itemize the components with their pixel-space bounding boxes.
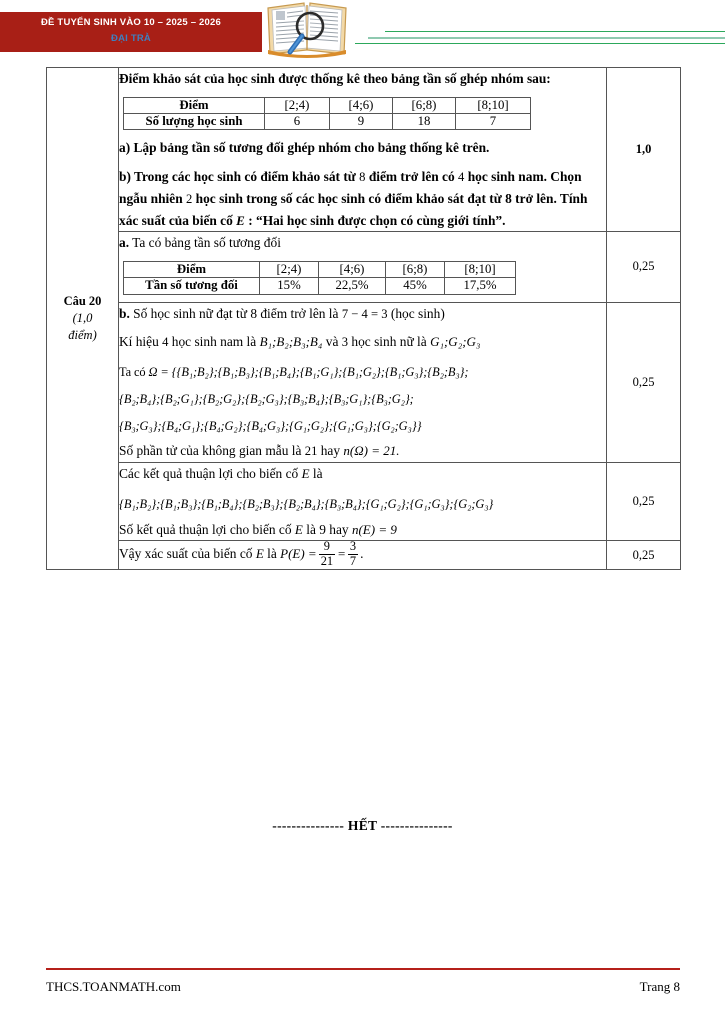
solution-b-girls-labels: G₁;G₂;G₃ xyxy=(430,334,481,350)
favourable-set-row: {B₁;B₂};{B₁;B₃};{B₁;B₄};{B₂;B₃};{B₂;B₄};{B₃;B₄};{G₁;G₂};{G₁;G₃};{G₂;G₃} xyxy=(119,496,494,511)
table-row xyxy=(47,68,681,232)
favourable-event-var: E xyxy=(301,466,310,482)
page-footer xyxy=(46,968,680,995)
freq-interval-1: [4;6) xyxy=(330,97,393,113)
table-row xyxy=(47,463,681,541)
fraction1-denominator: 21 xyxy=(320,553,334,568)
solution-b-line2-a: Kí hiệu xyxy=(119,334,163,350)
freq-interval-0: [2;4) xyxy=(265,97,330,113)
question-points-line2: điểm) xyxy=(68,328,97,342)
rel-value-1: 22,5% xyxy=(319,278,386,294)
points-cell-solution-final: 0,25 xyxy=(607,541,681,570)
table-row xyxy=(47,541,681,570)
favourable-count-math: n(E) = 9 xyxy=(351,521,397,537)
rel-interval-0: [2;4) xyxy=(260,261,319,277)
part-b-seg-2: điểm trở lên có xyxy=(365,169,459,185)
final-probability-line xyxy=(119,541,606,569)
prompt-part-b xyxy=(119,166,606,231)
table-row xyxy=(124,97,531,113)
points-cell-solution-b: 0,25 xyxy=(607,302,681,463)
rel-value-3: 17,5% xyxy=(445,278,516,294)
solution-b-line2-d: học sinh nữ là xyxy=(348,334,431,350)
part-b-event-var: E xyxy=(236,212,245,228)
fraction-3-over-7 xyxy=(348,540,358,568)
table-row xyxy=(47,302,681,463)
header-banner-subtitle: ĐẠI TRÀ xyxy=(111,33,151,44)
table-row xyxy=(124,114,531,130)
favourable-count-c: hay xyxy=(329,521,352,537)
fraction2-denominator: 7 xyxy=(349,553,357,568)
part-b-seg-8: : “Hai học sinh được chọn có cùng giới tính”. xyxy=(244,212,506,228)
final-equals: = xyxy=(337,546,346,562)
omega-symbol: Ω = xyxy=(148,365,169,379)
rel-value-0: 15% xyxy=(260,278,319,294)
part-b-seg-0: b) Trong các học sinh có điểm khảo sát từ xyxy=(119,169,360,185)
part-b-seg-3: 4 xyxy=(458,170,465,185)
omega-row-0: {{B₁;B₂};{B₁;B₃};{B₁;B₄};{B₁;G₁};{B₁;G₂};{B₁;G₃};{B₂;B₃}; xyxy=(171,365,469,379)
solution-a-cell xyxy=(119,232,607,302)
rel-row-label: Tần số tương đối xyxy=(124,278,260,294)
omega-count-b: hay xyxy=(317,443,344,459)
solution-b-line1-tail: (học sinh) xyxy=(387,305,445,321)
part-b-seg-5: 2 xyxy=(186,191,193,206)
solution-b-line1-text: Số học sinh nữ đạt từ 8 điểm trở lên là xyxy=(129,305,342,321)
freq-header-label: Điểm xyxy=(124,97,265,113)
favourable-count-a: Số kết quả thuận lợi cho biến cố xyxy=(119,521,295,537)
solution-e-cell xyxy=(119,463,607,541)
green-rule-top xyxy=(385,31,725,32)
rel-value-2: 45% xyxy=(386,278,445,294)
rel-interval-2: [6;8) xyxy=(386,261,445,277)
table-row xyxy=(124,261,516,277)
solution-a-lead xyxy=(119,232,606,254)
favourable-lead-a: Các kết quả thuận lợi cho biến cố xyxy=(119,466,302,482)
favourable-count-b: là 9 xyxy=(302,521,330,537)
final-lead: Vậy xác suất của biến cố xyxy=(119,546,256,562)
part-b-seg-6: học sinh trong số các học sinh có điểm khảo sát đạt từ 8 trở lên. Tính xác suất của biến cố xyxy=(119,190,588,228)
favourable-lead-tail: là xyxy=(309,466,323,482)
table-row xyxy=(47,232,681,302)
final-mid: là xyxy=(263,546,281,562)
solution-b-line1-math: 7 − 4 = 3 xyxy=(341,306,388,321)
omega-count-math: n(Ω) = 21. xyxy=(343,443,400,459)
part-b-seg-4: học sinh nam. Chọn ngẫu nhiên xyxy=(119,169,582,206)
relative-frequency-table xyxy=(123,261,516,295)
question-statement-cell xyxy=(119,68,607,232)
favourable-count-var: E xyxy=(294,521,303,537)
header-green-rules xyxy=(355,0,725,58)
freq-interval-2: [6;8) xyxy=(393,97,456,113)
solution-b-cell xyxy=(119,302,607,463)
final-pe-expression: P(E) = xyxy=(280,546,317,562)
page-header xyxy=(0,0,725,58)
question-number-cell xyxy=(47,68,119,570)
freq-interval-3: [8;10] xyxy=(456,97,531,113)
solution-b-line2-b: học sinh nam là xyxy=(168,334,260,350)
omega-line-0 xyxy=(119,360,606,385)
final-event-var: E xyxy=(255,546,264,562)
prompt-part-a: a) Lập bảng tần số tương đối ghép nhóm cho bảng thống kê trên. xyxy=(119,140,490,156)
solution-b-line2 xyxy=(119,331,606,353)
points-cell-solution-a: 0,25 xyxy=(607,232,681,302)
footer-row xyxy=(46,970,680,995)
points-cell-solution-e: 0,25 xyxy=(607,463,681,541)
question-points-line1: (1,0 xyxy=(72,311,93,326)
omega-row-1: {B₂;B₄};{B₂;G₁};{B₂;G₂};{B₂;G₃};{B₃;B₄};{B₃;G₁};{B₃;G₂}; xyxy=(119,391,414,406)
freq-count-2: 18 xyxy=(393,114,456,130)
omega-count-value: 21 xyxy=(304,444,318,459)
solution-a-lead-bold: a. xyxy=(119,235,130,251)
favourable-lead xyxy=(119,463,606,485)
fraction2-numerator: 3 xyxy=(349,539,357,554)
answer-key-table xyxy=(46,67,681,570)
frequency-table xyxy=(123,97,531,131)
points-cell-question: 1,0 xyxy=(607,68,681,232)
solution-b-boys-labels: B₁;B₂;B₃;B₄ xyxy=(259,334,323,350)
fraction-9-over-21 xyxy=(319,540,335,568)
solution-b-line1 xyxy=(119,303,606,325)
omega-count-line xyxy=(119,440,606,462)
omega-lead: Ta có xyxy=(119,365,149,379)
final-period: . xyxy=(360,546,364,562)
green-rule-middle xyxy=(368,37,725,39)
freq-row-label: Số lượng học sinh xyxy=(124,114,265,130)
solution-b-girls-count: 3 xyxy=(341,335,349,350)
freq-count-1: 9 xyxy=(330,114,393,130)
table-row xyxy=(124,278,516,294)
rel-interval-3: [8;10] xyxy=(445,261,516,277)
part-b-seg-1: 8 xyxy=(359,170,366,185)
footer-page-number: Trang 8 xyxy=(639,979,680,994)
freq-count-0: 6 xyxy=(265,114,330,130)
open-book-magnifier-icon xyxy=(262,0,352,58)
fraction1-numerator: 9 xyxy=(323,539,330,554)
header-banner-title: ĐỀ TUYỂN SINH VÀO 10 – 2025 – 2026 xyxy=(41,17,221,28)
freq-count-3: 7 xyxy=(456,114,531,130)
solution-b-boys-count: 4 xyxy=(162,335,169,350)
omega-row-2: {B₃;G₃};{B₄;G₁};{B₄;G₂};{B₄;G₃};{G₁;G₂};{G₁;G₃};{G₂;G₃}} xyxy=(119,418,422,433)
footer-site: THCS.TOANMATH.com xyxy=(46,979,181,994)
question-label: Câu 20 xyxy=(63,294,102,309)
green-rule-bottom xyxy=(355,43,725,44)
solution-b-line2-c: và xyxy=(322,334,342,350)
solution-final-cell xyxy=(119,541,607,570)
rel-interval-1: [4;6) xyxy=(319,261,386,277)
solution-b-lead-bold: b. xyxy=(119,305,130,321)
rel-header-label: Điểm xyxy=(124,261,260,277)
favourable-count-line xyxy=(119,519,606,541)
solution-a-lead-text: Ta có bảng tần số tương đối xyxy=(129,235,281,251)
end-of-exam-marker: --------------- HẾT --------------- xyxy=(272,818,453,833)
prompt-intro: Điểm khảo sát của học sinh được thống kê theo bảng tần số ghép nhóm sau: xyxy=(119,71,551,86)
omega-count-a: Số phần tử của không gian mẫu là xyxy=(119,443,305,459)
